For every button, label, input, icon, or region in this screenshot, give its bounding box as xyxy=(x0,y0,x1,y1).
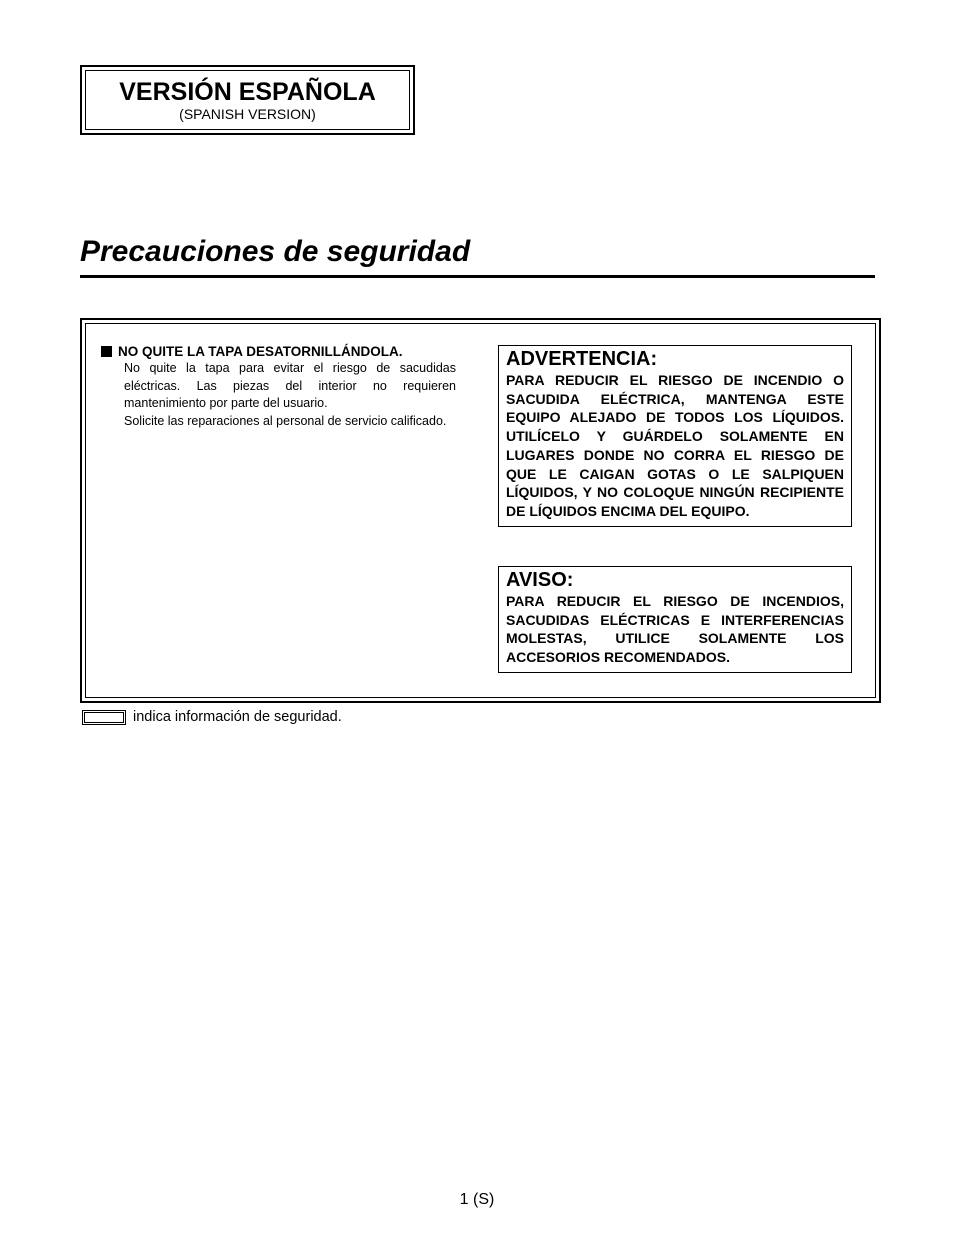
version-box xyxy=(80,65,415,135)
safety-frame-symbol-inner xyxy=(84,712,124,723)
page-title: Precauciones de seguridad xyxy=(80,234,875,278)
aviso-text: PARA REDUCIR EL RIESGO DE INCENDIOS, SACUDIDAS ELÉCTRICAS E INTERFERENCIAS MOLESTAS, UTILICE SOLAMENTE LOS ACCESORIOS RECOMENDADOS. xyxy=(506,593,844,666)
caution-paragraph-1: No quite la tapa para evitar el riesgo de sacudidas eléctricas. Las piezas del interior no requieren mantenimiento por parte del usuario. xyxy=(124,361,456,410)
version-title: VERSIÓN ESPAÑOLA xyxy=(119,78,376,106)
version-subtitle: (SPANISH VERSION) xyxy=(179,106,316,122)
advertencia-text: PARA REDUCIR EL RIESGO DE INCENDIO O SACUDIDA ELÉCTRICA, MANTENGA ESTE EQUIPO ALEJADO DE TODOS LOS LÍQUIDOS. UTILÍCELO Y GUÁRDELO SOLAMENTE EN LUGARES DONDE NO CORRA EL RIESGO DE QUE LE CAIGAN GOTAS O LE SALPIQUEN LÍQUIDOS, Y NO COLOQUE NINGÚN RECIPIENTE DE LÍQUIDOS ENCIMA DEL EQUIPO. xyxy=(506,372,844,519)
caution-heading-row xyxy=(101,343,456,360)
safety-frame-inner xyxy=(85,323,876,698)
safety-frame-symbol-icon xyxy=(82,710,126,725)
page-number: 1 (S) xyxy=(459,1191,495,1208)
caution-heading: NO QUITE LA TAPA DESATORNILLÁNDOLA. xyxy=(118,344,403,359)
square-bullet-icon xyxy=(101,346,112,357)
safety-legend xyxy=(82,708,342,726)
caution-section xyxy=(101,343,456,430)
caution-body xyxy=(124,360,456,430)
safety-frame xyxy=(80,318,881,703)
advertencia-box xyxy=(498,345,852,527)
legend-text: indica información de seguridad. xyxy=(133,709,342,725)
advertencia-title: ADVERTENCIA: xyxy=(506,348,658,370)
caution-paragraph-2: Solicite las reparaciones al personal de servicio calificado. xyxy=(124,413,447,428)
aviso-box xyxy=(498,566,852,673)
aviso-title: AVISO: xyxy=(506,569,574,591)
version-box-inner xyxy=(85,70,410,130)
